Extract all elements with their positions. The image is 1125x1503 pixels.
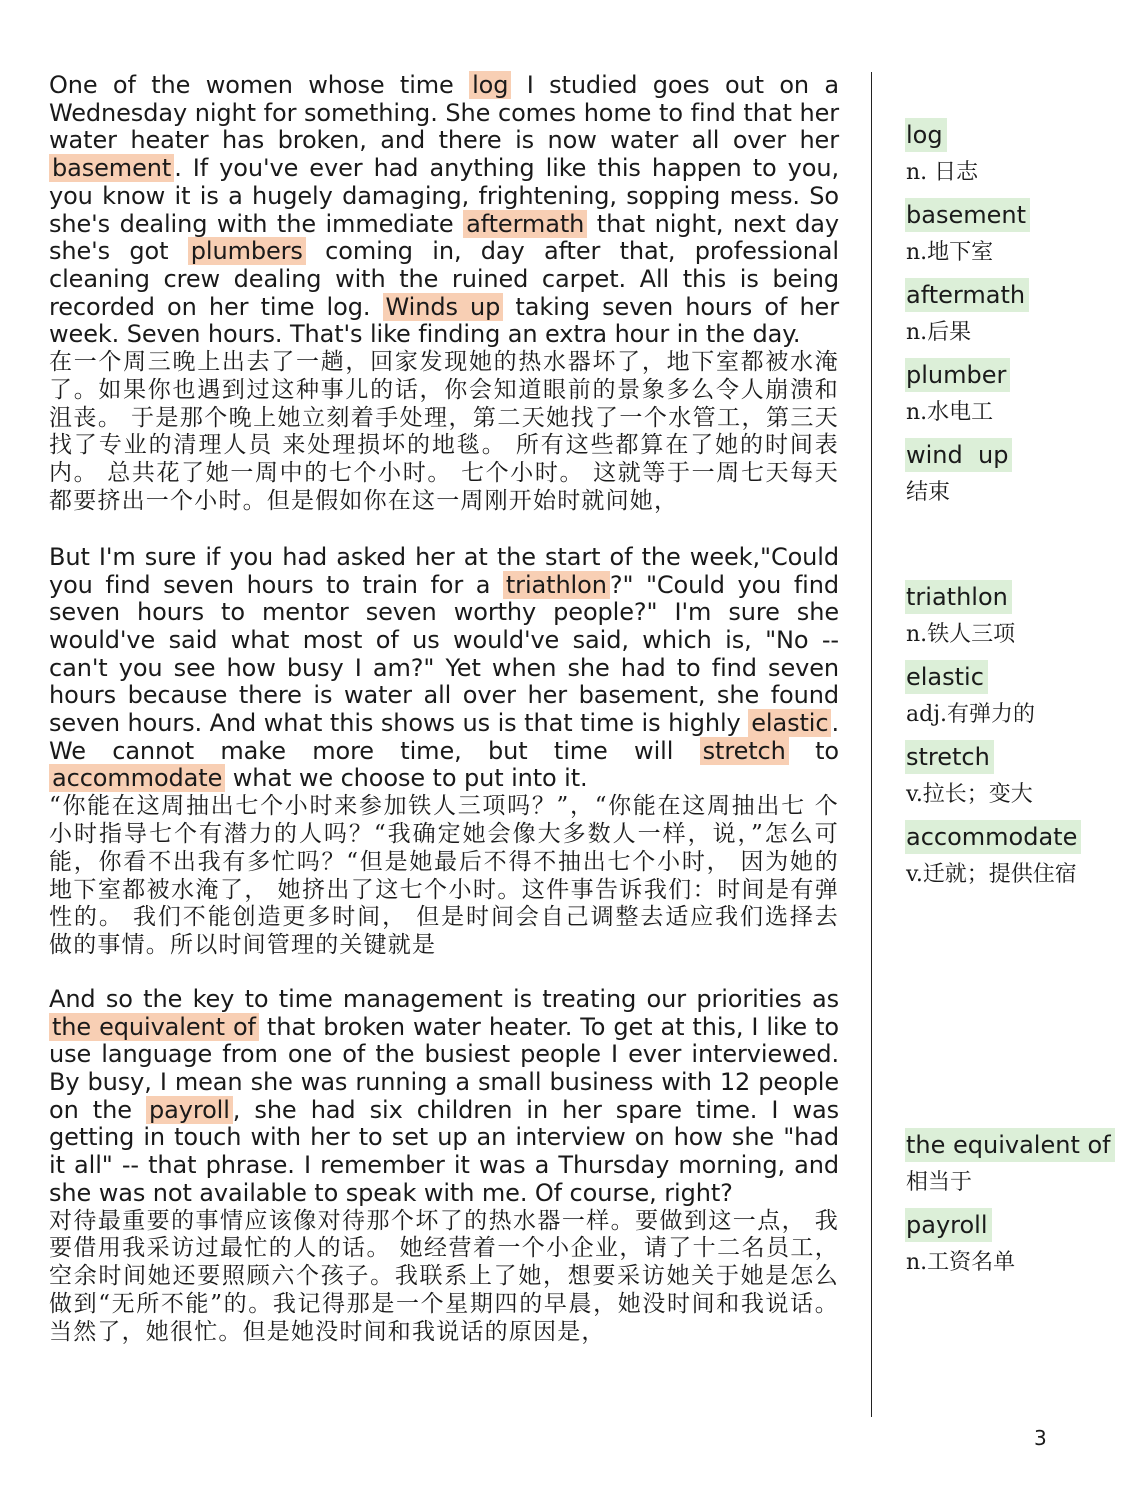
text-run: , she had six children in her spare time. I was getting in touch with her to set up an interview on how she "had it all" -- that phrase. I remember it was a Thursday morning, and she was not available to speak with me. Of course, right? xyxy=(49,1095,840,1207)
vocab-word: stretch xyxy=(905,740,994,774)
chinese-translation: “你能在这周抽出七个小时来参加铁人三项吗？”，“你能在这周抽出七 个小时指导七个有潜力的人吗？“我确定她会像大多数人一样，说，”怎么可能，你看不出我有多忙吗？“但是她最后不得不抽出七个小时， 因为她的地下室都被水淹了， 她挤出了这七个小时。这件事告诉我们：时间是有弹性的。 我们不能创造更多时间， 但是时间会自己调整去适应我们选择去做的事情。所以时间管理的关键就是 xyxy=(49,793,839,959)
text-run: what we choose to put into it. xyxy=(225,764,588,793)
vocab-group-2 xyxy=(905,580,1115,900)
vocab-definition: v.拉长；变大 xyxy=(906,782,1033,807)
vocab-entry xyxy=(905,438,1115,510)
text-run: I studied goes out on a Wednesday night for something. She comes home to find that her water heater has broken, and there is now water all over her xyxy=(49,71,840,155)
vocab-definition: n.地下室 xyxy=(906,240,994,265)
text-run: to xyxy=(788,736,839,765)
text-run: that night, next day she's got xyxy=(49,209,839,266)
vocab-word: payroll xyxy=(905,1208,992,1242)
vocab-definition: n.工资名单 xyxy=(906,1250,1016,1275)
text-run: But I'm sure if you had asked her at the start of the week,"Could you find seven hours to train for a xyxy=(49,542,839,599)
text-run: that broken water heater. To get at this, I like to use language from one of the busiest people I ever interviewed. By busy, I mean she was running a small business with 12 people on the xyxy=(49,1012,840,1124)
highlighted-term: plumbers xyxy=(188,237,306,265)
vocab-word: triathlon xyxy=(905,580,1012,614)
vocab-word: elastic xyxy=(905,660,988,694)
vocab-entry xyxy=(905,820,1115,892)
vocab-group-1 xyxy=(905,118,1115,518)
english-paragraph xyxy=(49,72,839,349)
highlighted-term: the equivalent of xyxy=(49,1013,259,1041)
vocab-word: basement xyxy=(905,198,1030,232)
text-run: And so the key to time management is treating our priorities as xyxy=(49,984,839,1013)
vocab-entry xyxy=(905,740,1115,812)
vocab-word: accommodate xyxy=(905,820,1081,854)
passage-2 xyxy=(49,544,839,960)
vocab-entry xyxy=(905,358,1115,430)
vocab-definition: 相当于 xyxy=(906,1170,973,1195)
english-paragraph xyxy=(49,986,839,1208)
vocab-entry xyxy=(905,580,1115,652)
vocab-definition: v.迁就；提供住宿 xyxy=(906,862,1077,887)
vocab-word: plumber xyxy=(905,358,1010,392)
main-text-column xyxy=(49,72,839,1347)
highlighted-term: elastic xyxy=(748,709,831,737)
vocab-definition: n.水电工 xyxy=(906,400,994,425)
english-paragraph xyxy=(49,544,839,793)
chinese-translation: 在一个周三晚上出去了一趟，回家发现她的热水器坏了，地下室都被水淹了。如果你也遇到过这种事儿的话，你会知道眼前的景象多么令人崩溃和沮丧。 于是那个晚上她立刻着手处理，第二天她找了一个水管工，第三天找了专业的清理人员 来处理损坏的地毯。 所有这些都算在了她的时间表内。 总共花了她一周中的七个小时。 七个小时。 这就等于一周七天每天都要挤出一个小时。但是假如你在这一周刚开始时就问她， xyxy=(49,349,839,515)
column-divider xyxy=(871,72,872,1417)
vocab-entry xyxy=(905,1208,1115,1280)
vocab-definition: n.后果 xyxy=(906,320,972,345)
vocab-entry xyxy=(905,1128,1115,1200)
vocab-entry xyxy=(905,118,1115,190)
text-run: . If you've ever had anything like this happen to you, you know it is a hugely damaging, frightening, sopping mess. So she's dealing with the immediate xyxy=(49,154,839,238)
vocab-definition: n. 日志 xyxy=(906,160,979,185)
vocab-entry xyxy=(905,278,1115,350)
vocab-word: log xyxy=(905,118,947,152)
text-run: taking seven hours of her week. Seven hours. That's like finding an extra hour in the day. xyxy=(49,292,839,349)
text-run: One of the women whose time xyxy=(49,71,470,99)
highlighted-term: log xyxy=(469,71,511,99)
passage-3 xyxy=(49,986,839,1347)
highlighted-term: payroll xyxy=(146,1096,233,1124)
vocab-word: aftermath xyxy=(905,278,1029,312)
vocab-entry xyxy=(905,198,1115,270)
page-number: 3 xyxy=(1034,1426,1047,1450)
vocab-group-3 xyxy=(905,1128,1115,1288)
passage-1 xyxy=(49,72,839,516)
chinese-translation: 对待最重要的事情应该像对待那个坏了的热水器一样。要做到这一点， 我要借用我采访过最忙的人的话。 她经营着一个小企业，请了十二名员工， 空余时间她还要照顾六个孩子。我联系上了她，想要采访她关于她是怎么做到“无所不能”的。我记得那是一个星期四的早晨，她没时间和我说话。当然了，她很忙。但是她没时间和我说话的原因是， xyxy=(49,1207,839,1345)
highlighted-term: accommodate xyxy=(49,764,225,792)
highlighted-term: triathlon xyxy=(503,571,610,599)
highlighted-term: Winds up xyxy=(383,293,504,321)
text-run: ?" "Could you find seven hours to mentor seven worthy people?" I'm sure she would've said what most of us would've said, which is, "No -- can't you see how busy I am?" Yet when she had to find seven hours because there is water all over her basement, she found seven hours. And what this shows us is that time is highly xyxy=(49,570,839,738)
text-run: . We cannot make more time, but time will xyxy=(49,709,839,765)
highlighted-term: stretch xyxy=(700,737,789,765)
highlighted-term: aftermath xyxy=(463,210,587,238)
text-run: coming in, day after that, professional cleaning crew dealing with the ruined carpet. All this is being recorded on her time log. xyxy=(49,237,839,321)
vocab-entry xyxy=(905,660,1115,732)
vocab-definition: n.铁人三项 xyxy=(906,622,1016,647)
vocab-definition: adj.有弹力的 xyxy=(906,702,1036,727)
vocab-word: the equivalent of xyxy=(905,1128,1115,1162)
highlighted-term: basement xyxy=(49,154,174,182)
vocab-definition: 结束 xyxy=(906,480,951,505)
vocab-word: wind up xyxy=(905,438,1012,472)
